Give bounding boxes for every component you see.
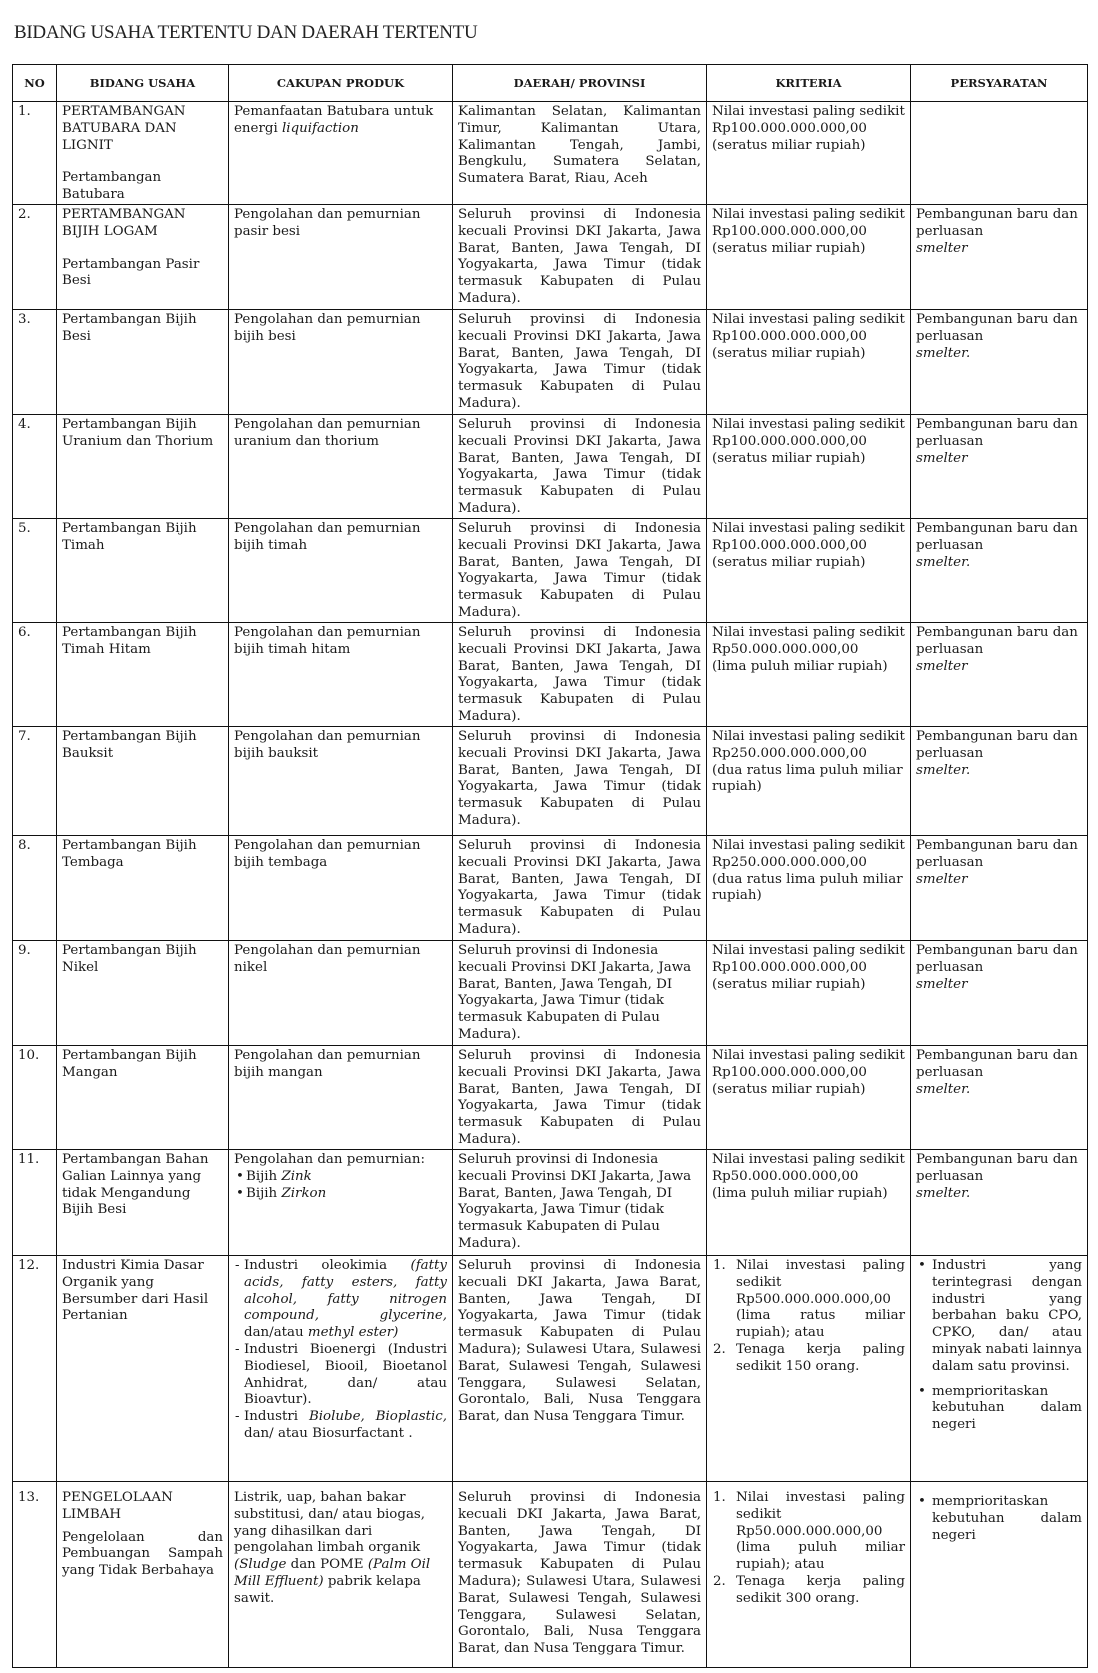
cakupan-produk-cell: Pengolahan dan pemurnian bijih tembaga	[229, 835, 453, 940]
cakupan-text: Listrik, uap, bahan bakar substitusi, dan/ atau biogas, yang dihasilkan dari pengolahan limbah organik	[234, 1489, 426, 1556]
item-italic: (fatty acids, fatty esters, fatty alcohol, fatty nitrogen compound, glycerine,	[244, 1257, 447, 1324]
kriteria-cell	[707, 309, 911, 414]
bidang-usaha-cell	[57, 1481, 229, 1667]
bidang-usaha-subtitle: Pengelolaan dan Pembuangan Sampah yang Tidak Berbahaya	[62, 1529, 223, 1579]
kriteria-label: Nilai investasi paling sedikit	[712, 728, 905, 744]
table-row	[13, 1481, 1088, 1667]
persyaratan-cell	[911, 414, 1088, 518]
row-number: 3.	[13, 309, 57, 414]
cakupan-produk-cell	[229, 1149, 453, 1255]
persyaratan-cell	[911, 1255, 1088, 1481]
table-header-row	[13, 65, 1088, 102]
cakupan-text: Pengolahan dan pemurnian:	[234, 1151, 426, 1167]
persyaratan-italic: smelter	[916, 240, 968, 256]
kriteria-amount: Rp100.000.000.000,00	[712, 120, 867, 136]
daerah-provinsi-cell: Seluruh provinsi di Indonesia kecuali Provinsi DKI Jakarta, Jawa Barat, Banten, Jawa Tengah, DI Yogyakarta, Jawa Timur (tidak termasuk Kabupaten di Pulau Madura).	[453, 414, 707, 518]
daerah-provinsi-cell: Kalimantan Selatan, Kalimantan Timur, Kalimantan Utara, Kalimantan Tengah, Jambi, Bengkulu, Sumatera Selatan, Sumatera Barat, Riau, Aceh	[453, 102, 707, 205]
row-number: 7.	[13, 726, 57, 835]
bidang-usaha-cell: Pertambangan Bahan Galian Lainnya yang tidak Mengandung Bijih Besi	[57, 1149, 229, 1255]
bidang-usaha-cell: Pertambangan Bijih Timah	[57, 518, 229, 622]
daerah-provinsi-cell: Seluruh provinsi di Indonesia kecuali Provinsi DKI Jakarta, Jawa Barat, Banten, Jawa Tengah, DI Yogyakarta, Jawa Timur (tidak termasuk Kabupaten di Pulau Madura).	[453, 726, 707, 835]
list-item	[713, 1257, 905, 1342]
list-item: - Industri Bioenergi (Industri Biodiesel, Biooil, Bioetanol Anhidrat, dan/ atau Bioavtur).	[244, 1342, 447, 1409]
item-text: Industri	[244, 1409, 309, 1425]
kriteria-cell	[707, 726, 911, 835]
persyaratan-list	[916, 1494, 1082, 1544]
table-row	[13, 726, 1088, 835]
persyaratan-italic: smelter.	[916, 1185, 971, 1201]
persyaratan-cell	[911, 1481, 1088, 1667]
bidang-usaha-title: PENGELOLAAN LIMBAH	[62, 1489, 173, 1522]
bidang-usaha-cell	[57, 102, 229, 205]
list-item	[246, 1169, 447, 1186]
kriteria-amount: Rp50.000.000.000,00	[712, 641, 859, 657]
bidang-usaha-cell: Pertambangan Bijih Besi	[57, 309, 229, 414]
kriteria-cell	[707, 940, 911, 1045]
row-number: 2.	[13, 204, 57, 309]
bidang-usaha-title: PERTAMBANGAN BIJIH LOGAM	[62, 206, 186, 239]
item-italic: Biolube, Bioplastic,	[308, 1409, 447, 1425]
kriteria-label: Nilai investasi paling sedikit	[712, 311, 905, 327]
bidang-usaha-title: PERTAMBANGAN BATUBARA DAN LIGNIT	[62, 104, 186, 153]
cakupan-list	[234, 1258, 447, 1443]
persyaratan-list	[916, 1258, 1082, 1434]
item-text: Industri oleokimia	[244, 1257, 411, 1273]
kriteria-amount-words: (seratus miliar rupiah)	[712, 240, 866, 256]
kriteria-list	[712, 1490, 905, 1608]
row-number: 12.	[13, 1255, 57, 1481]
bidang-usaha-subtitle: Pertambangan Pasir Besi	[62, 256, 200, 289]
kriteria-amount-words: (dua ratus lima puluh miliar rupiah)	[712, 871, 903, 904]
daerah-provinsi-cell: Seluruh provinsi di Indonesia kecuali DKI Jakarta, Jawa Barat, Banten, Jawa Tengah, DI Yogyakarta, Jawa Timur (tidak termasuk Kabupaten di Pulau Madura); Sulawesi Utara, Sulawesi Barat, Sulawesi Tengah, Sulawesi Tenggara, Sulawesi Selatan, Gorontalo, Bali, Nusa Tenggara Barat, dan Nusa Tenggara Timur.	[453, 1481, 707, 1667]
persyaratan-text: Pembangunan baru dan perluasan	[916, 624, 1078, 657]
kriteria-label: Nilai investasi paling sedikit	[712, 624, 905, 640]
persyaratan-italic: smelter	[916, 871, 968, 887]
cakupan-text: pabrik kelapa sawit.	[234, 1573, 421, 1606]
kriteria-amount: Rp250.000.000.000,00	[712, 854, 867, 870]
table-row	[13, 204, 1088, 309]
cakupan-produk-cell: Pengolahan dan pemurnian bijih mangan	[229, 1045, 453, 1149]
bidang-usaha-cell: Pertambangan Bijih Uranium dan Thorium	[57, 414, 229, 518]
persyaratan-text: Pembangunan baru dan perluasan	[916, 942, 1078, 975]
persyaratan-cell	[911, 1045, 1088, 1149]
row-number: 5.	[13, 518, 57, 622]
item-italic: Zink	[281, 1168, 312, 1184]
row-number: 4.	[13, 414, 57, 518]
kriteria-cell	[707, 518, 911, 622]
kriteria-cell	[707, 1149, 911, 1255]
persyaratan-cell	[911, 518, 1088, 622]
persyaratan-text: Pembangunan baru dan perluasan	[916, 1047, 1078, 1080]
bidang-usaha-table	[12, 64, 1088, 1668]
document-title: BIDANG USAHA TERTENTU DAN DAERAH TERTENTU	[14, 22, 478, 43]
daerah-provinsi-cell: Seluruh provinsi di Indonesia kecuali Provinsi DKI Jakarta, Jawa Barat, Banten, Jawa Tengah, DI Yogyakarta, Jawa Timur (tidak termasuk Kabupaten di Pulau Madura).	[453, 204, 707, 309]
persyaratan-italic: smelter.	[916, 554, 971, 570]
list-item	[244, 1258, 447, 1342]
header-cakupan-produk: CAKUPAN PRODUK	[229, 65, 453, 102]
persyaratan-text: Pembangunan baru dan perluasan	[916, 728, 1078, 761]
persyaratan-text: Pembangunan baru dan perluasan	[916, 206, 1078, 239]
cakupan-produk-cell: Pengolahan dan pemurnian nikel	[229, 940, 453, 1045]
item-text: Nilai investasi paling sedikit Rp500.000.000.000,00 (lima ratus miliar rupiah); atau	[736, 1257, 905, 1341]
cakupan-produk-cell: Pengolahan dan pemurnian uranium dan thorium	[229, 414, 453, 518]
item-text: dan/ atau Biosurfactant .	[244, 1425, 413, 1441]
cakupan-italic-text: (Sludge	[234, 1557, 287, 1573]
item-number: 2.	[713, 1341, 726, 1357]
kriteria-amount: Rp100.000.000.000,00	[712, 433, 867, 449]
table-row	[13, 102, 1088, 205]
kriteria-amount: Rp100.000.000.000,00	[712, 223, 867, 239]
kriteria-amount-words: (lima puluh miliar rupiah)	[712, 1185, 888, 1201]
cakupan-list	[234, 1169, 447, 1203]
persyaratan-text: Pembangunan baru dan perluasan	[916, 837, 1078, 870]
row-number: 6.	[13, 622, 57, 726]
kriteria-label: Nilai investasi paling sedikit	[712, 520, 905, 536]
kriteria-amount-words: (seratus miliar rupiah)	[712, 137, 866, 153]
kriteria-label: Nilai investasi paling sedikit	[712, 942, 905, 958]
persyaratan-italic: smelter.	[916, 762, 971, 778]
table-row	[13, 1045, 1088, 1149]
kriteria-amount: Rp100.000.000.000,00	[712, 959, 867, 975]
persyaratan-text: Pembangunan baru dan perluasan	[916, 520, 1078, 553]
row-number: 11.	[13, 1149, 57, 1255]
item-italic: methyl ester)	[307, 1325, 399, 1341]
kriteria-label: Nilai investasi paling sedikit	[712, 837, 905, 853]
list-item: • memprioritaskan kebutuhan dalam negeri	[932, 1494, 1082, 1544]
bidang-usaha-cell: Industri Kimia Dasar Organik yang Bersumber dari Hasil Pertanian	[57, 1255, 229, 1481]
item-text: Tenaga kerja paling sedikit 150 orang.	[736, 1341, 905, 1374]
kriteria-amount-words: (dua ratus lima puluh miliar rupiah)	[712, 762, 903, 795]
kriteria-cell	[707, 622, 911, 726]
persyaratan-cell	[911, 204, 1088, 309]
table-row	[13, 1255, 1088, 1481]
kriteria-cell	[707, 102, 911, 205]
cakupan-produk-cell	[229, 102, 453, 205]
item-text: Nilai investasi paling sedikit Rp50.000.000.000,00 (lima puluh miliar rupiah); atau	[736, 1489, 905, 1573]
persyaratan-cell	[911, 102, 1088, 205]
kriteria-amount: Rp100.000.000.000,00	[712, 1064, 867, 1080]
kriteria-cell	[707, 1255, 911, 1481]
table-row	[13, 940, 1088, 1045]
kriteria-amount-words: (seratus miliar rupiah)	[712, 345, 866, 361]
bidang-usaha-cell: Pertambangan Bijih Nikel	[57, 940, 229, 1045]
item-text: dan/atau	[244, 1325, 308, 1341]
daerah-provinsi-cell: Seluruh provinsi di Indonesia kecuali Provinsi DKI Jakarta, Jawa Barat, Banten, Jawa Tengah, DI Yogyakarta, Jawa Timur (tidak termasuk Kabupaten di Pulau Madura).	[453, 309, 707, 414]
cakupan-produk-cell: Pengolahan dan pemurnian bijih besi	[229, 309, 453, 414]
row-number: 9.	[13, 940, 57, 1045]
table-row	[13, 309, 1088, 414]
item-number: 2.	[713, 1573, 726, 1589]
header-daerah-provinsi: DAERAH/ PROVINSI	[453, 65, 707, 102]
cakupan-produk-cell: Pengolahan dan pemurnian bijih bauksit	[229, 726, 453, 835]
kriteria-cell	[707, 1045, 911, 1149]
item-number: 1.	[713, 1257, 726, 1273]
bidang-usaha-cell: Pertambangan Bijih Bauksit	[57, 726, 229, 835]
item-prefix: Bijih	[246, 1168, 282, 1184]
header-bidang-usaha: BIDANG USAHA	[57, 65, 229, 102]
list-item: • memprioritaskan kebutuhan dalam negeri	[932, 1384, 1082, 1434]
cakupan-italic-text: liquifaction	[282, 120, 359, 136]
row-number: 13.	[13, 1481, 57, 1667]
kriteria-amount: Rp50.000.000.000,00	[712, 1168, 859, 1184]
row-number: 8.	[13, 835, 57, 940]
list-item	[713, 1573, 905, 1608]
kriteria-cell	[707, 1481, 911, 1667]
cakupan-text: Pemanfaatan Batubara untuk energi	[234, 104, 434, 136]
list-item	[713, 1489, 905, 1574]
persyaratan-cell	[911, 726, 1088, 835]
kriteria-amount-words: (seratus miliar rupiah)	[712, 1081, 866, 1097]
persyaratan-cell	[911, 622, 1088, 726]
kriteria-amount: Rp250.000.000.000,00	[712, 745, 867, 761]
item-number: 1.	[713, 1489, 726, 1505]
kriteria-label: Nilai investasi paling sedikit	[712, 1151, 905, 1167]
persyaratan-italic: smelter	[916, 976, 968, 992]
kriteria-label: Nilai investasi paling sedikit	[712, 206, 905, 222]
kriteria-amount: Rp100.000.000.000,00	[712, 328, 867, 344]
cakupan-produk-cell: Pengolahan dan pemurnian bijih timah hitam	[229, 622, 453, 726]
row-number: 1.	[13, 102, 57, 205]
kriteria-amount: Rp100.000.000.000,00	[712, 537, 867, 553]
list-item	[246, 1186, 447, 1203]
kriteria-amount-words: (seratus miliar rupiah)	[712, 450, 866, 466]
cakupan-italic-text: (Palm Oil Mill Effluent)	[234, 1557, 431, 1589]
row-number: 10.	[13, 1045, 57, 1149]
table-row	[13, 835, 1088, 940]
daerah-provinsi-cell: Seluruh provinsi di Indonesia kecuali DKI Jakarta, Jawa Barat, Banten, Jawa Tengah, DI Yogyakarta, Jawa Timur (tidak termasuk Kabupaten di Pulau Madura); Sulawesi Utara, Sulawesi Barat, Sulawesi Tengah, Sulawesi Tenggara, Sulawesi Selatan, Gorontalo, Bali, Nusa Tenggara Barat, dan Nusa Tenggara Timur.	[453, 1255, 707, 1481]
persyaratan-cell	[911, 1149, 1088, 1255]
persyaratan-italic: smelter	[916, 658, 968, 674]
table-row	[13, 518, 1088, 622]
list-item	[244, 1409, 447, 1443]
bidang-usaha-cell: Pertambangan Bijih Tembaga	[57, 835, 229, 940]
persyaratan-text: Pembangunan baru dan perluasan	[916, 311, 1078, 344]
cakupan-produk-cell: Pengolahan dan pemurnian pasir besi	[229, 204, 453, 309]
kriteria-cell	[707, 835, 911, 940]
persyaratan-italic: smelter.	[916, 345, 971, 361]
kriteria-label: Nilai investasi paling sedikit	[712, 104, 905, 119]
persyaratan-text: Pembangunan baru dan perluasan	[916, 416, 1078, 449]
kriteria-list	[712, 1258, 905, 1376]
persyaratan-cell	[911, 940, 1088, 1045]
kriteria-amount-words: (lima puluh miliar rupiah)	[712, 658, 888, 674]
item-prefix: Bijih	[246, 1185, 282, 1201]
header-no: NO	[13, 65, 57, 102]
daerah-provinsi-cell: Seluruh provinsi di Indonesia kecuali Provinsi DKI Jakarta, Jawa Barat, Banten, Jawa Tengah, DI Yogyakarta, Jawa Timur (tidak termasuk Kabupaten di Pulau Madura).	[453, 835, 707, 940]
persyaratan-cell	[911, 835, 1088, 940]
cakupan-produk-cell	[229, 1481, 453, 1667]
header-persyaratan: PERSYARATAN	[911, 65, 1088, 102]
kriteria-label: Nilai investasi paling sedikit	[712, 1047, 905, 1063]
kriteria-cell	[707, 204, 911, 309]
table-row	[13, 1149, 1088, 1255]
persyaratan-text: Pembangunan baru dan perluasan	[916, 1151, 1078, 1184]
persyaratan-italic: smelter.	[916, 1081, 971, 1097]
bidang-usaha-cell: Pertambangan Bijih Mangan	[57, 1045, 229, 1149]
kriteria-label: Nilai investasi paling sedikit	[712, 416, 905, 432]
kriteria-cell	[707, 414, 911, 518]
table-row	[13, 414, 1088, 518]
list-item: • Industri yang terintegrasi dengan industri yang berbahan baku CPO, CPKO, dan/ atau minyak nabati lainnya dalam satu provinsi.	[932, 1258, 1082, 1376]
daerah-provinsi-cell: Seluruh provinsi di Indonesia kecuali Provinsi DKI Jakarta, Jawa Barat, Banten, Jawa Tengah, DI Yogyakarta, Jawa Timur (tidak termasuk Kabupaten di Pulau Madura).	[453, 622, 707, 726]
kriteria-amount-words: (seratus miliar rupiah)	[712, 554, 866, 570]
persyaratan-cell	[911, 309, 1088, 414]
bidang-usaha-cell	[57, 204, 229, 309]
header-kriteria: KRITERIA	[707, 65, 911, 102]
daerah-provinsi-cell: Seluruh provinsi di Indonesia kecuali Provinsi DKI Jakarta, Jawa Barat, Banten, Jawa Tengah, DI Yogyakarta, Jawa Timur (tidak termasuk Kabupaten di Pulau Madura).	[453, 940, 707, 1045]
table-row	[13, 622, 1088, 726]
cakupan-produk-cell	[229, 1255, 453, 1481]
daerah-provinsi-cell: Seluruh provinsi di Indonesia kecuali Provinsi DKI Jakarta, Jawa Barat, Banten, Jawa Tengah, DI Yogyakarta, Jawa Timur (tidak termasuk Kabupaten di Pulau Madura).	[453, 1045, 707, 1149]
kriteria-amount-words: (seratus miliar rupiah)	[712, 976, 866, 992]
daerah-provinsi-cell: Seluruh provinsi di Indonesia kecuali Provinsi DKI Jakarta, Jawa Barat, Banten, Jawa Tengah, DI Yogyakarta, Jawa Timur (tidak termasuk Kabupaten di Pulau Madura).	[453, 1149, 707, 1255]
bidang-usaha-cell: Pertambangan Bijih Timah Hitam	[57, 622, 229, 726]
item-italic: Zirkon	[281, 1185, 327, 1201]
persyaratan-italic: smelter	[916, 450, 968, 466]
list-item	[713, 1341, 905, 1376]
cakupan-produk-cell: Pengolahan dan pemurnian bijih timah	[229, 518, 453, 622]
cakupan-text: dan POME	[286, 1557, 368, 1573]
daerah-provinsi-cell: Seluruh provinsi di Indonesia kecuali Provinsi DKI Jakarta, Jawa Barat, Banten, Jawa Tengah, DI Yogyakarta, Jawa Timur (tidak termasuk Kabupaten di Pulau Madura).	[453, 518, 707, 622]
item-text: Tenaga kerja paling sedikit 300 orang.	[736, 1573, 905, 1606]
bidang-usaha-subtitle: Pertambangan Batubara	[62, 170, 162, 203]
